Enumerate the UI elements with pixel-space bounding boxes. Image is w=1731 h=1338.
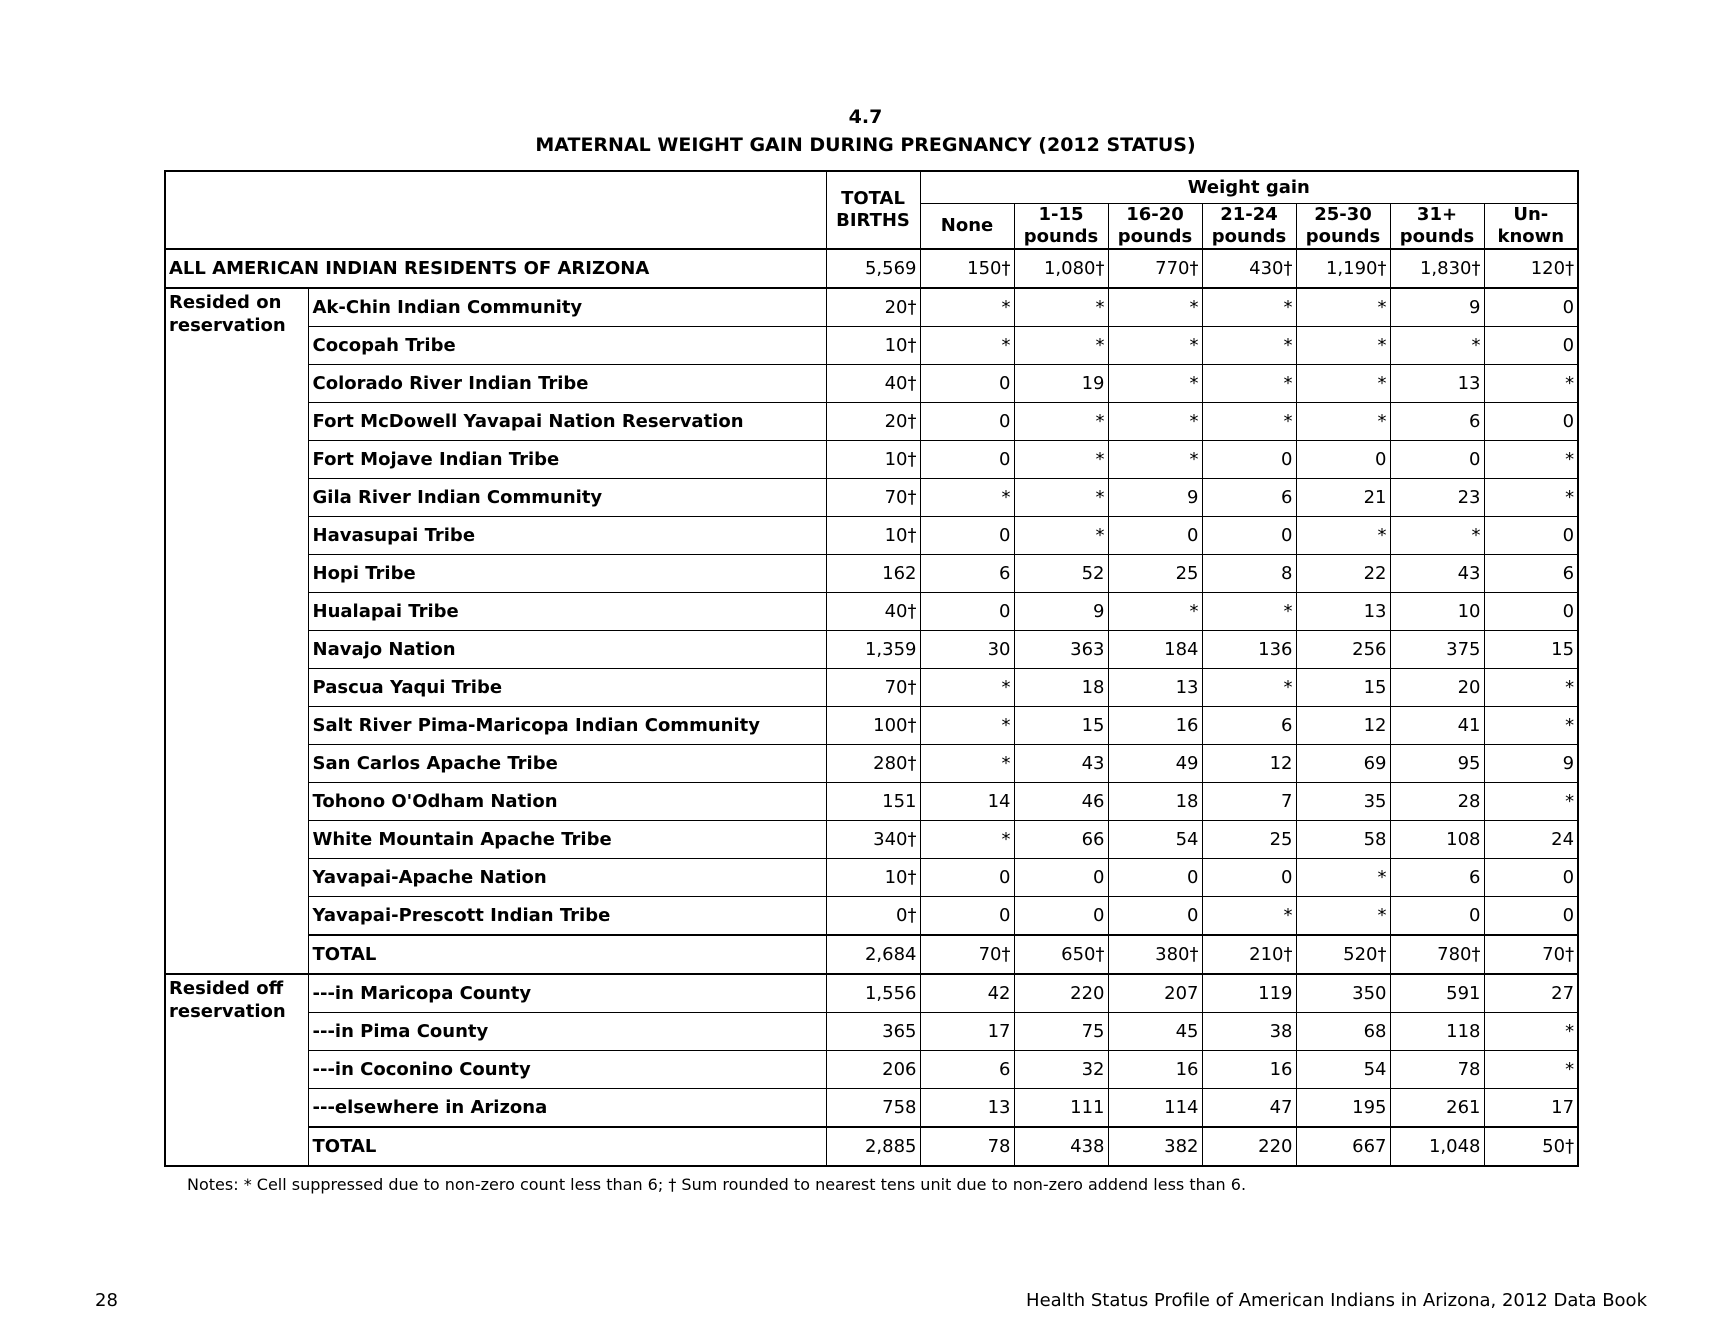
gain-31-plus-header: 31+ pounds bbox=[1390, 204, 1484, 250]
cell: * bbox=[1202, 897, 1296, 936]
cell: 0 bbox=[1484, 403, 1578, 441]
cell: 780† bbox=[1390, 935, 1484, 974]
cell: * bbox=[1390, 517, 1484, 555]
cell: * bbox=[1014, 479, 1108, 517]
cell: 151 bbox=[826, 783, 920, 821]
cell: 18 bbox=[1108, 783, 1202, 821]
cell: 28 bbox=[1390, 783, 1484, 821]
cell: * bbox=[920, 327, 1014, 365]
row-label: Cocopah Tribe bbox=[308, 327, 826, 365]
cell: 0 bbox=[1014, 859, 1108, 897]
cell: 15 bbox=[1014, 707, 1108, 745]
cell: 10† bbox=[826, 859, 920, 897]
table-row bbox=[165, 403, 1578, 441]
cell: 350 bbox=[1296, 974, 1390, 1013]
cell: 256 bbox=[1296, 631, 1390, 669]
row-label: Tohono O'Odham Nation bbox=[308, 783, 826, 821]
on-reservation-group-label: Resided on reservation bbox=[165, 288, 308, 974]
cell: 5,569 bbox=[826, 249, 920, 288]
cell: * bbox=[1014, 517, 1108, 555]
cell: 9 bbox=[1014, 593, 1108, 631]
cell: 30 bbox=[920, 631, 1014, 669]
cell: 0 bbox=[920, 403, 1014, 441]
cell: 66 bbox=[1014, 821, 1108, 859]
cell: 2,684 bbox=[826, 935, 920, 974]
cell: 18 bbox=[1014, 669, 1108, 707]
row-label: TOTAL bbox=[308, 1127, 826, 1166]
cell: 10 bbox=[1390, 593, 1484, 631]
cell: * bbox=[1014, 441, 1108, 479]
cell: 46 bbox=[1014, 783, 1108, 821]
cell: 12 bbox=[1296, 707, 1390, 745]
table-number: 4.7 bbox=[848, 106, 883, 128]
cell: * bbox=[1202, 403, 1296, 441]
cell: 380† bbox=[1108, 935, 1202, 974]
row-label: San Carlos Apache Tribe bbox=[308, 745, 826, 783]
cell: 1,080† bbox=[1014, 249, 1108, 288]
row-label: Fort McDowell Yavapai Nation Reservation bbox=[308, 403, 826, 441]
total-births-header: TOTAL BIRTHS bbox=[826, 171, 920, 249]
cell: 13 bbox=[1390, 365, 1484, 403]
cell: 10† bbox=[826, 327, 920, 365]
cell: 0 bbox=[1484, 897, 1578, 936]
cell: 13 bbox=[920, 1089, 1014, 1128]
cell: 50† bbox=[1484, 1127, 1578, 1166]
cell: * bbox=[920, 669, 1014, 707]
table-row bbox=[165, 441, 1578, 479]
cell: 0 bbox=[920, 365, 1014, 403]
cell: 1,048 bbox=[1390, 1127, 1484, 1166]
cell: 0 bbox=[1202, 517, 1296, 555]
row-label: ---in Coconino County bbox=[308, 1051, 826, 1089]
cell: 195 bbox=[1296, 1089, 1390, 1128]
cell: * bbox=[1014, 403, 1108, 441]
cell: 21 bbox=[1296, 479, 1390, 517]
cell: 220 bbox=[1014, 974, 1108, 1013]
cell: 20† bbox=[826, 403, 920, 441]
cell: 363 bbox=[1014, 631, 1108, 669]
table-row bbox=[165, 365, 1578, 403]
cell: 0 bbox=[1108, 859, 1202, 897]
cell: * bbox=[1296, 403, 1390, 441]
cell: 78 bbox=[1390, 1051, 1484, 1089]
cell: * bbox=[1202, 327, 1296, 365]
cell: * bbox=[1484, 669, 1578, 707]
cell: * bbox=[1296, 365, 1390, 403]
cell: 19 bbox=[1014, 365, 1108, 403]
cell: 70† bbox=[826, 669, 920, 707]
cell: 118 bbox=[1390, 1013, 1484, 1051]
gain-16-20-header: 16-20 pounds bbox=[1108, 204, 1202, 250]
cell: 0 bbox=[1484, 517, 1578, 555]
cell: 20† bbox=[826, 288, 920, 327]
cell: 0† bbox=[826, 897, 920, 936]
row-label: TOTAL bbox=[308, 935, 826, 974]
cell: * bbox=[1484, 441, 1578, 479]
cell: 1,830† bbox=[1390, 249, 1484, 288]
cell: 10† bbox=[826, 517, 920, 555]
cell: 0 bbox=[1108, 897, 1202, 936]
all-residents-label: ALL AMERICAN INDIAN RESIDENTS OF ARIZONA bbox=[165, 249, 826, 288]
cell: 9 bbox=[1390, 288, 1484, 327]
row-label: Gila River Indian Community bbox=[308, 479, 826, 517]
row-label: ---in Pima County bbox=[308, 1013, 826, 1051]
cell: * bbox=[920, 821, 1014, 859]
cell: 2,885 bbox=[826, 1127, 920, 1166]
cell: 32 bbox=[1014, 1051, 1108, 1089]
cell: 520† bbox=[1296, 935, 1390, 974]
cell: 54 bbox=[1296, 1051, 1390, 1089]
cell: * bbox=[1202, 365, 1296, 403]
cell: 0 bbox=[1390, 441, 1484, 479]
table-row bbox=[165, 555, 1578, 593]
table-row bbox=[165, 517, 1578, 555]
cell: 0 bbox=[1484, 327, 1578, 365]
table-row bbox=[165, 707, 1578, 745]
cell: 0 bbox=[1014, 897, 1108, 936]
page-number: 28 bbox=[95, 1290, 118, 1311]
cell: 0 bbox=[920, 517, 1014, 555]
cell: 120† bbox=[1484, 249, 1578, 288]
cell: 382 bbox=[1108, 1127, 1202, 1166]
cell: 9 bbox=[1484, 745, 1578, 783]
cell: 0 bbox=[1484, 593, 1578, 631]
cell: 38 bbox=[1202, 1013, 1296, 1051]
cell: 340† bbox=[826, 821, 920, 859]
row-label: Yavapai-Apache Nation bbox=[308, 859, 826, 897]
table-row bbox=[165, 669, 1578, 707]
cell: * bbox=[1484, 707, 1578, 745]
cell: 111 bbox=[1014, 1089, 1108, 1128]
gain-21-24-header: 21-24 pounds bbox=[1202, 204, 1296, 250]
cell: 69 bbox=[1296, 745, 1390, 783]
cell: * bbox=[1108, 441, 1202, 479]
cell: * bbox=[1202, 288, 1296, 327]
cell: 43 bbox=[1014, 745, 1108, 783]
weight-gain-table bbox=[164, 170, 1579, 1167]
row-label: Fort Mojave Indian Tribe bbox=[308, 441, 826, 479]
cell: 12 bbox=[1202, 745, 1296, 783]
cell: * bbox=[1296, 327, 1390, 365]
cell: 770† bbox=[1108, 249, 1202, 288]
cell: 13 bbox=[1296, 593, 1390, 631]
cell: 6 bbox=[1484, 555, 1578, 593]
cell: 43 bbox=[1390, 555, 1484, 593]
cell: 17 bbox=[920, 1013, 1014, 1051]
cell: 25 bbox=[1202, 821, 1296, 859]
cell: 375 bbox=[1390, 631, 1484, 669]
cell: 17 bbox=[1484, 1089, 1578, 1128]
cell: * bbox=[1108, 593, 1202, 631]
table-row bbox=[165, 593, 1578, 631]
cell: 261 bbox=[1390, 1089, 1484, 1128]
cell: 10† bbox=[826, 441, 920, 479]
cell: 8 bbox=[1202, 555, 1296, 593]
cell: 136 bbox=[1202, 631, 1296, 669]
cell: 591 bbox=[1390, 974, 1484, 1013]
cell: * bbox=[1296, 288, 1390, 327]
cell: 45 bbox=[1108, 1013, 1202, 1051]
table-title: MATERNAL WEIGHT GAIN DURING PREGNANCY (2012 STATUS) bbox=[535, 134, 1196, 156]
row-label: Hopi Tribe bbox=[308, 555, 826, 593]
row-label: Ak-Chin Indian Community bbox=[308, 288, 826, 327]
cell: * bbox=[1484, 783, 1578, 821]
cell: 35 bbox=[1296, 783, 1390, 821]
cell: 6 bbox=[1202, 707, 1296, 745]
cell: 6 bbox=[920, 555, 1014, 593]
row-label: White Mountain Apache Tribe bbox=[308, 821, 826, 859]
cell: * bbox=[1108, 327, 1202, 365]
cell: 6 bbox=[1390, 403, 1484, 441]
cell: 40† bbox=[826, 593, 920, 631]
cell: 95 bbox=[1390, 745, 1484, 783]
row-label: Salt River Pima-Maricopa Indian Community bbox=[308, 707, 826, 745]
cell: 207 bbox=[1108, 974, 1202, 1013]
cell: 54 bbox=[1108, 821, 1202, 859]
cell: 1,190† bbox=[1296, 249, 1390, 288]
table-row bbox=[165, 745, 1578, 783]
row-label: Pascua Yaqui Tribe bbox=[308, 669, 826, 707]
cell: 27 bbox=[1484, 974, 1578, 1013]
cell: 22 bbox=[1296, 555, 1390, 593]
table-row bbox=[165, 821, 1578, 859]
cell: 650† bbox=[1014, 935, 1108, 974]
cell: 220 bbox=[1202, 1127, 1296, 1166]
cell: 114 bbox=[1108, 1089, 1202, 1128]
cell: * bbox=[1296, 897, 1390, 936]
row-label: ---in Maricopa County bbox=[308, 974, 826, 1013]
cell: 25 bbox=[1108, 555, 1202, 593]
none-header: None bbox=[920, 204, 1014, 250]
cell: * bbox=[1108, 403, 1202, 441]
cell: 6 bbox=[1390, 859, 1484, 897]
cell: 0 bbox=[920, 593, 1014, 631]
cell: 0 bbox=[1202, 859, 1296, 897]
cell: 438 bbox=[1014, 1127, 1108, 1166]
cell: 0 bbox=[1484, 288, 1578, 327]
cell: 75 bbox=[1014, 1013, 1108, 1051]
cell: 78 bbox=[920, 1127, 1014, 1166]
cell: 758 bbox=[826, 1089, 920, 1128]
cell: 108 bbox=[1390, 821, 1484, 859]
weight-gain-header: Weight gain bbox=[920, 171, 1578, 204]
row-label: Hualapai Tribe bbox=[308, 593, 826, 631]
cell: 1,556 bbox=[826, 974, 920, 1013]
cell: * bbox=[1108, 365, 1202, 403]
cell: * bbox=[1202, 593, 1296, 631]
cell: 15 bbox=[1296, 669, 1390, 707]
cell: 0 bbox=[1108, 517, 1202, 555]
cell: 9 bbox=[1108, 479, 1202, 517]
cell: 49 bbox=[1108, 745, 1202, 783]
table-row bbox=[165, 1013, 1578, 1051]
cell: 40† bbox=[826, 365, 920, 403]
table-notes: Notes: * Cell suppressed due to non-zero count less than 6; † Sum rounded to nearest tens unit due to non-zero addend less than 6. bbox=[187, 1175, 1247, 1194]
cell: * bbox=[1296, 517, 1390, 555]
cell: 42 bbox=[920, 974, 1014, 1013]
cell: 0 bbox=[1390, 897, 1484, 936]
off-reservation-total-row bbox=[165, 1127, 1578, 1166]
cell: 0 bbox=[920, 897, 1014, 936]
cell: 430† bbox=[1202, 249, 1296, 288]
cell: * bbox=[1484, 1013, 1578, 1051]
cell: 667 bbox=[1296, 1127, 1390, 1166]
cell: 7 bbox=[1202, 783, 1296, 821]
cell: 280† bbox=[826, 745, 920, 783]
table-row bbox=[165, 974, 1578, 1013]
table-row bbox=[165, 783, 1578, 821]
cell: 23 bbox=[1390, 479, 1484, 517]
cell: * bbox=[1484, 1051, 1578, 1089]
blank-header bbox=[165, 171, 826, 249]
cell: 210† bbox=[1202, 935, 1296, 974]
cell: 16 bbox=[1108, 707, 1202, 745]
cell: 0 bbox=[920, 859, 1014, 897]
cell: 184 bbox=[1108, 631, 1202, 669]
cell: 0 bbox=[1484, 859, 1578, 897]
gain-1-15-header: 1-15 pounds bbox=[1014, 204, 1108, 250]
cell: 0 bbox=[1296, 441, 1390, 479]
table-row bbox=[165, 631, 1578, 669]
cell: * bbox=[1202, 669, 1296, 707]
cell: 206 bbox=[826, 1051, 920, 1089]
cell: * bbox=[920, 479, 1014, 517]
table-row bbox=[165, 288, 1578, 327]
table-row bbox=[165, 859, 1578, 897]
cell: 0 bbox=[920, 441, 1014, 479]
cell: 70† bbox=[826, 479, 920, 517]
cell: * bbox=[920, 707, 1014, 745]
cell: 70† bbox=[920, 935, 1014, 974]
cell: * bbox=[1296, 859, 1390, 897]
cell: 150† bbox=[920, 249, 1014, 288]
cell: 100† bbox=[826, 707, 920, 745]
cell: * bbox=[1484, 479, 1578, 517]
cell: * bbox=[1108, 288, 1202, 327]
row-label: Colorado River Indian Tribe bbox=[308, 365, 826, 403]
cell: 41 bbox=[1390, 707, 1484, 745]
cell: 68 bbox=[1296, 1013, 1390, 1051]
cell: 14 bbox=[920, 783, 1014, 821]
cell: 162 bbox=[826, 555, 920, 593]
cell: * bbox=[920, 745, 1014, 783]
cell: 47 bbox=[1202, 1089, 1296, 1128]
cell: 52 bbox=[1014, 555, 1108, 593]
table-row bbox=[165, 1051, 1578, 1089]
unknown-header: Un- known bbox=[1484, 204, 1578, 250]
row-label: Navajo Nation bbox=[308, 631, 826, 669]
cell: 16 bbox=[1108, 1051, 1202, 1089]
cell: 0 bbox=[1202, 441, 1296, 479]
book-title: Health Status Profile of American Indians in Arizona, 2012 Data Book bbox=[1026, 1290, 1647, 1311]
row-label: ---elsewhere in Arizona bbox=[308, 1089, 826, 1128]
cell: 1,359 bbox=[826, 631, 920, 669]
cell: * bbox=[920, 288, 1014, 327]
gain-25-30-header: 25-30 pounds bbox=[1296, 204, 1390, 250]
cell: 6 bbox=[920, 1051, 1014, 1089]
cell: * bbox=[1014, 327, 1108, 365]
row-label: Yavapai-Prescott Indian Tribe bbox=[308, 897, 826, 936]
off-reservation-group-label: Resided off reservation bbox=[165, 974, 308, 1166]
all-residents-row bbox=[165, 249, 1578, 288]
cell: 58 bbox=[1296, 821, 1390, 859]
table-row bbox=[165, 1089, 1578, 1128]
cell: 6 bbox=[1202, 479, 1296, 517]
cell: 16 bbox=[1202, 1051, 1296, 1089]
table-row bbox=[165, 479, 1578, 517]
cell: * bbox=[1014, 288, 1108, 327]
row-label: Havasupai Tribe bbox=[308, 517, 826, 555]
cell: * bbox=[1390, 327, 1484, 365]
table-row bbox=[165, 327, 1578, 365]
cell: 119 bbox=[1202, 974, 1296, 1013]
cell: * bbox=[1484, 365, 1578, 403]
cell: 13 bbox=[1108, 669, 1202, 707]
cell: 70† bbox=[1484, 935, 1578, 974]
cell: 15 bbox=[1484, 631, 1578, 669]
cell: 365 bbox=[826, 1013, 920, 1051]
table-row bbox=[165, 897, 1578, 936]
on-reservation-total-row bbox=[165, 935, 1578, 974]
cell: 24 bbox=[1484, 821, 1578, 859]
cell: 20 bbox=[1390, 669, 1484, 707]
